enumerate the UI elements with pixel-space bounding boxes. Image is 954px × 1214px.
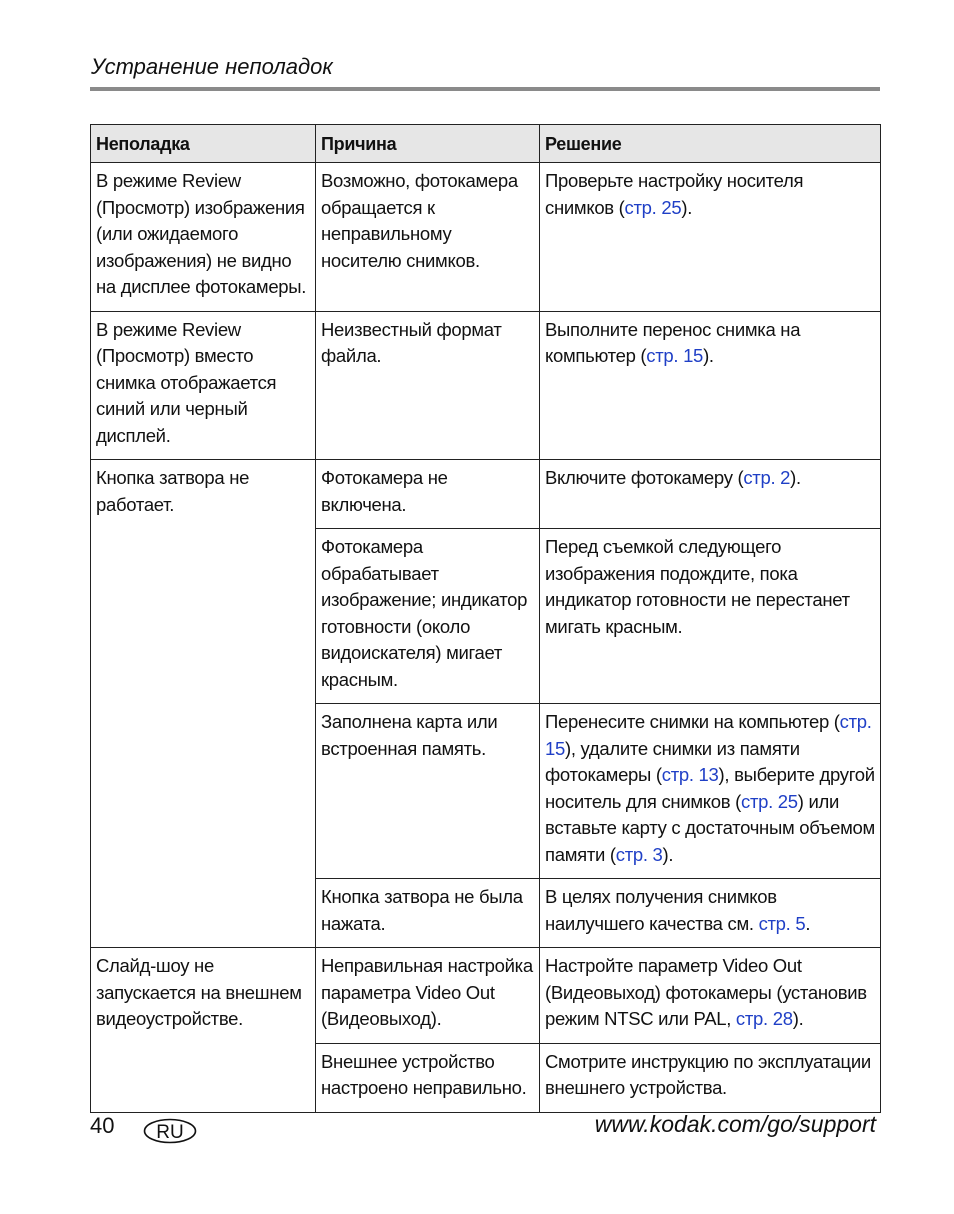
problem-cell: В режиме Review (Просмотр) изображения (или ожидаемого изображения) не видно на дисплее фотокамеры. <box>91 163 316 312</box>
table-row <box>91 163 881 312</box>
solution-cell <box>540 879 881 948</box>
page-link[interactable]: стр. 13 <box>661 764 719 785</box>
solution-cell: Смотрите инструкцию по эксплуатации внешнего устройства. <box>540 1043 881 1112</box>
solution-text: Включите фотокамеру ( <box>545 467 744 488</box>
table-row <box>91 948 881 1044</box>
page-link[interactable]: стр. 3 <box>615 843 663 865</box>
solution-cell <box>540 704 881 879</box>
cause-cell: Неизвестный формат файла. <box>316 311 540 460</box>
cause-cell: Фотокамера не включена. <box>316 460 540 529</box>
page-number: 40 <box>90 1113 115 1138</box>
solution-cell <box>540 163 881 312</box>
cause-cell: Внешнее устройство настроено неправильно. <box>316 1043 540 1112</box>
page-link[interactable]: стр. 25 <box>624 196 682 218</box>
solution-text: ) или вставьте карту с достаточным объемом памяти ( <box>545 790 875 865</box>
page-link[interactable]: стр. 25 <box>741 790 798 812</box>
solution-text: Проверьте настройку носителя снимков ( <box>545 170 804 218</box>
table-row <box>91 311 881 460</box>
table-header-row <box>91 125 881 163</box>
cause-cell: Фотокамера обрабатывает изображение; индикатор готовности (около видоискателя) мигает красным. <box>316 529 540 704</box>
cause-cell: Неправильная настройка параметра Video Out (Видеовыход). <box>316 948 540 1044</box>
page-header-title: Устранение неполадок <box>91 54 333 79</box>
column-header-problem: Неполадка <box>91 125 316 163</box>
solution-text: ). <box>662 843 674 865</box>
page-link[interactable]: стр. 5 <box>758 912 806 934</box>
support-url[interactable]: www.kodak.com/go/support <box>594 1111 876 1137</box>
solution-text: Перенесите снимки на компьютер ( <box>545 711 840 732</box>
solution-cell <box>540 460 881 529</box>
solution-text: В целях получения снимков наилучшего качества см. <box>545 886 777 934</box>
column-header-solution: Решение <box>540 125 881 163</box>
solution-text: . <box>805 912 811 934</box>
column-header-cause: Причина <box>316 125 540 163</box>
cause-cell: Кнопка затвора не была нажата. <box>316 879 540 948</box>
page-link[interactable]: стр. 28 <box>735 1008 793 1029</box>
page-link[interactable]: стр. 2 <box>743 467 791 488</box>
solution-text: ). <box>790 467 801 488</box>
page-link[interactable]: стр. 15 <box>646 345 704 366</box>
problem-cell: Кнопка затвора не работает. <box>91 460 316 948</box>
table-row <box>91 460 881 529</box>
language-badge-label: RU <box>156 1122 184 1143</box>
solution-cell <box>540 948 881 1044</box>
solution-cell: Перед съемкой следующего изображения подождите, пока индикатор готовности не перестанет мигать красным. <box>540 529 881 704</box>
cause-cell: Заполнена карта или встроенная память. <box>316 704 540 879</box>
language-badge-icon <box>143 1118 197 1144</box>
solution-text: Выполните перенос снимка на компьютер ( <box>545 318 801 366</box>
solution-text: ). <box>681 196 693 218</box>
problem-cell: Слайд-шоу не запускается на внешнем видеоустройстве. <box>91 948 316 1113</box>
problem-cell: В режиме Review (Просмотр) вместо снимка отображается синий или черный дисплей. <box>91 311 316 460</box>
solution-cell <box>540 311 881 460</box>
solution-text: ), выберите другой носитель для снимков ( <box>545 764 875 812</box>
cause-cell: Возможно, фотокамера обращается к неправильному носителю снимков. <box>316 163 540 312</box>
solution-text: ), удалите снимки из памяти фотокамеры ( <box>545 737 800 785</box>
page-link[interactable]: стр. 15 <box>545 711 872 759</box>
solution-text: ). <box>703 345 714 366</box>
troubleshooting-table <box>90 124 881 1113</box>
header-divider <box>90 87 880 91</box>
solution-text: Настройте параметр Video Out (Видеовыход) фотокамеры (установив режим NTSC или PAL, <box>545 955 867 1029</box>
solution-text: ). <box>792 1008 804 1029</box>
